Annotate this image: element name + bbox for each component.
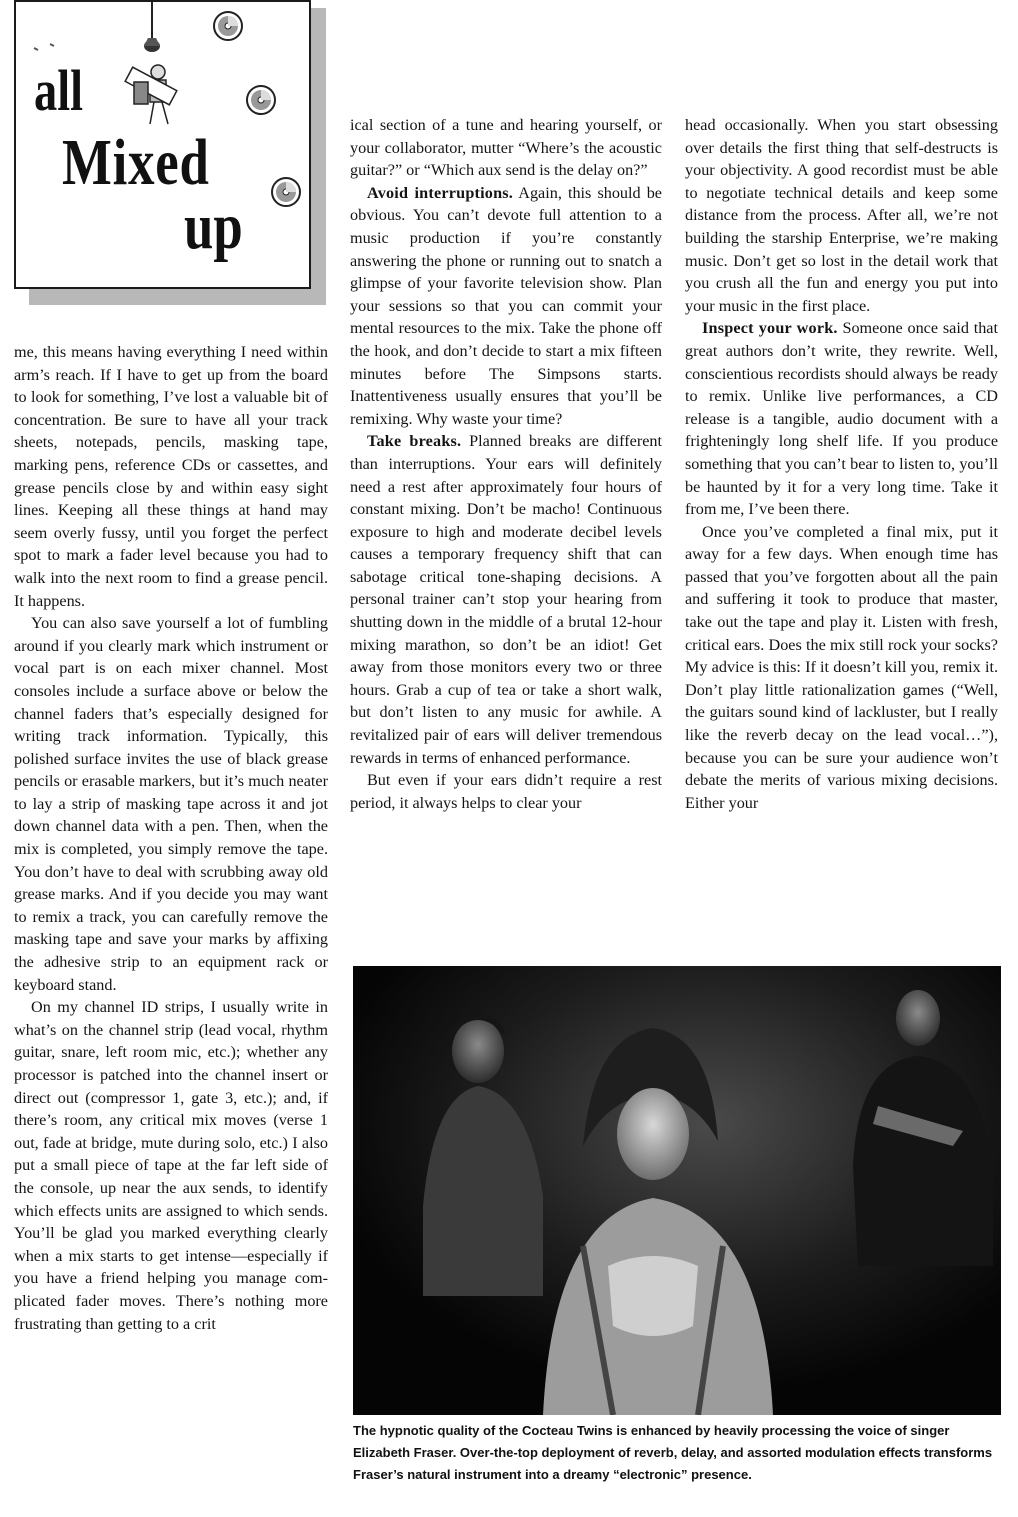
title-word-mixed: Mixed: [62, 126, 210, 199]
paragraph: ical section of a tune and hearing yourself, or your collaborator, mutter “Where’s the acoustic guitar?” or “Which aux send is the delay on?”: [350, 116, 662, 180]
subhead-inspect-your-work: Inspect your work.: [702, 319, 838, 338]
cd-icon: [272, 178, 300, 206]
paragraph: But even if your ears didn’t require a rest period, it always helps to clear your: [350, 771, 662, 812]
paragraph: head occasionally. When you start obsessing over details the first thing that self-destructs is your objectivity. A good recordist must be able to negotiate technical details and keep some distance from the process. After all, we’re not building the starship Enterprise, we’re making music. Don’t get so lost in the detail work that you crush all the fun and energy you put into your music in the first place.: [685, 116, 998, 315]
paragraph-text: Again, this should be obvious. You can’t devote full attention to a music production if you’re constantly answering the phone or running out to snatch a glimpse of your favorite television show. Plan your sessions so that you can commit your mental resources to the mix. Take the phone off the hook, and don’t decide to start a mix fifteen minutes before The Simpsons starts. Inattentiveness usually ensures that you’ll be remixing. Why waste your time?: [350, 183, 662, 428]
paragraph: [350, 430, 662, 769]
cd-icon: [247, 86, 275, 114]
musician-figure: [125, 65, 177, 124]
band-photo: [353, 966, 1001, 1415]
title-box: [14, 0, 311, 289]
paragraph: me, this means having everything I need within arm’s reach. If I have to get up from the board to look for something, I’ve lost a valuable bit of concentration. Be sure to have all your track sheets, notepads, pencils, masking tape, marking pens, reference CDs or cassettes, and grease pencils close by and within easy sight lines. Keeping all these things at hand may seem overly fussy, until you forget the perfect spot to mark a fader level because you had to walk into the next room to find a grease pencil. It happens.: [14, 343, 328, 610]
band-photo-image: [353, 966, 1001, 1415]
subhead-avoid-interruptions: Avoid interruptions.: [367, 183, 514, 202]
column-3: [685, 114, 998, 814]
title-word-all: all: [34, 58, 83, 123]
paragraph: Once you’ve completed a final mix, put it away for a few days. When enough time has passed that you’ve forgotten about all the pain and suffering it took to produce that master, take out the tape and play it. Listen with fresh, critical ears. Does the mix still rock your socks? My advice is this: If it doesn’t kill you, remix it. Don’t play little rationalization games (“Well, the guitars sound kind of lackluster, but I really like the reverb decay on the lead vocal…”), because you can be sure your audience won’t debate the merits of various mixing decisions. Either your: [685, 522, 998, 812]
column-2: [350, 114, 662, 814]
paragraph: You can also save yourself a lot of fumbling around if you clearly mark which instrument or vocal part is on each mixer channel. Most consoles include a surface above or below the channel faders that’s especially designed for writing track information. Typically, this polished surface invites the use of black grease pencils or erasable markers, but it’s much neater to lay a strip of masking tape across it and jot down channel data with a pen. Then, when the mix is completed, you simply remove the tape. You don’t have to deal with scrubbing away old grease marks. And if you decide you may want to remix a track, you can carefully remove the masking tape and save your marks by affixing the adhesive strip to an equipment rack or keyboard stand.: [14, 614, 328, 994]
title-word-up: up: [184, 190, 243, 263]
paragraph-text: Planned breaks are different than interruptions. Your ears will definitely need a rest after approximately four hours of constant mixing. Don’t be macho! Continuous exposure to high and moderate decibel levels causes a temporary frequency shift that can sabotage critical tone-shaping decisions. A personal trainer can’t stop your hearing from shutting down in the middle of a brutal 12-hour mixing marathon, so don’t be an idiot! Get away from those monitors every two or three hours. Grab a cup of tea or take a short walk, but don’t listen to any music for awhile. A revitalized pair of ears will deliver tremendous rewards in terms of enhanced performance.: [350, 432, 662, 767]
paragraph: [350, 182, 662, 431]
paragraph-text: Someone once said that great authors don’t write, they rewrite. Well, conscientious recordists should always be ready to remix. Unlike live performances, a CD release is a tangible, audio document with a frighteningly long shelf life. If you produce something that you can’t bear to listen to, you’ll be haunted by it for a very long time. Take it from me, I’ve been there.: [685, 319, 998, 519]
paragraph: On my channel ID strips, I usually write in what’s on the channel strip (lead vocal, rhythm guitar, snare, left room mic, etc.); whether any processor is patched into the channel insert or direct out (compressor 1, gate 3, etc.); and, if there’s room, any critical mix moves (verse 1 out, fade at bridge, mute during solo, etc.) I also put a small piece of tape at the far left side of the console, up near the aux sends, to identify which effects units are assigned to which sends. You’ll be glad you marked everything clearly when a mix starts to get intense—especially if you have a friend helping you manage complicated fader moves. There’s nothing more frustrating than getting to a crit: [14, 998, 328, 1333]
photo-caption: The hypnotic quality of the Cocteau Twins is enhanced by heavily processing the voice of singer Elizabeth Fraser. Over-the-top deployment of reverb, delay, and assorted modulation effects transforms Fraser’s natural instrument into a dreamy “electronic” presence.: [353, 1423, 993, 1482]
paragraph: [685, 317, 998, 520]
subhead-take-breaks: Take breaks.: [367, 432, 462, 451]
column-1: [14, 341, 328, 1335]
cd-icon: [214, 12, 242, 40]
